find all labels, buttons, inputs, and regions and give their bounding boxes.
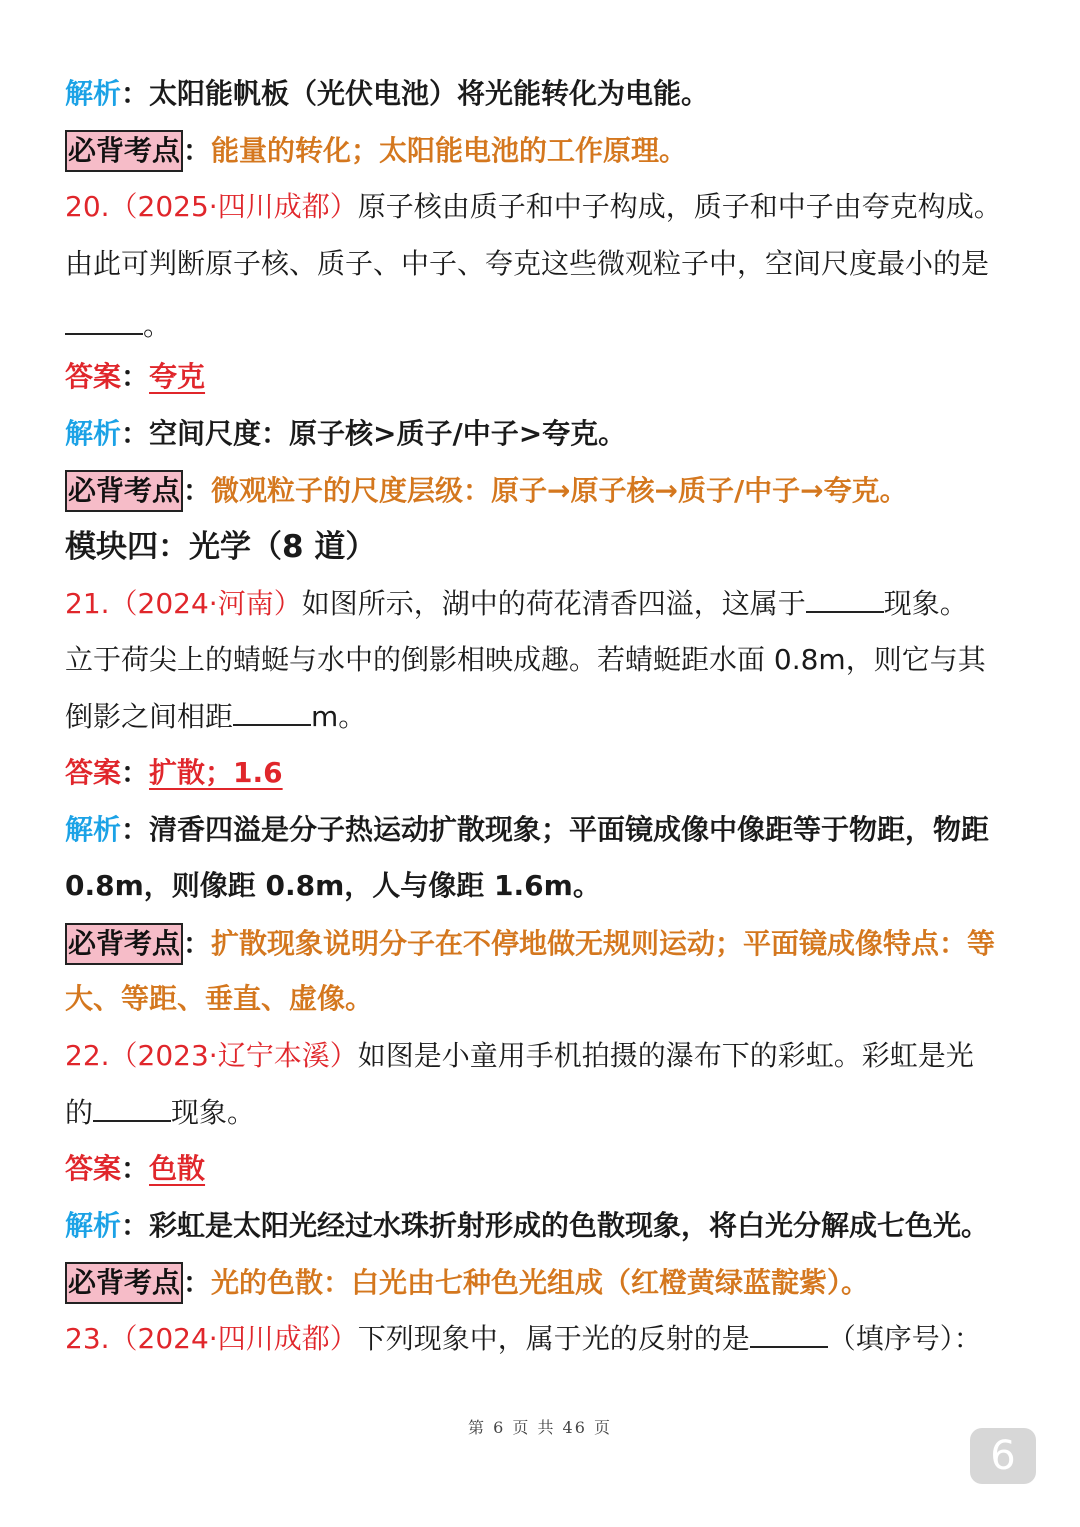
q20-kaodian-text: 微观粒子的尺度层级：原子→原子核→质子/中子→夸克。 (211, 474, 908, 507)
colon: ： (183, 134, 212, 167)
answer-blank (750, 1320, 828, 1348)
q20-stem-line1 (65, 187, 1002, 227)
q19-kaodian-text: 能量的转化；太阳能电池的工作原理。 (211, 134, 688, 167)
answer-blank (233, 698, 311, 726)
q21-number-source: 21.（2024·河南） (65, 587, 302, 620)
answer-blank (806, 585, 884, 613)
q20-number-source: 20.（2025·四川成都） (65, 190, 358, 223)
colon: ： (121, 77, 150, 110)
q20-stem-text2: 由此可判断原子核、质子、中子、夸克这些微观粒子中，空间尺度最小的是 (65, 247, 990, 280)
q23-stem-line (65, 1319, 982, 1359)
q21-stem-line3 (65, 697, 366, 737)
answer-blank (93, 1094, 171, 1122)
q20-analysis-line (65, 414, 626, 454)
q22-stem-text1: 如图是小童用手机拍摄的瀑布下的彩虹。彩虹是光 (357, 1039, 974, 1072)
q21-analysis-text2: 0.8m，则像距 0.8m，人与像距 1.6m。 (65, 869, 601, 902)
q20-stem-line2 (65, 244, 989, 284)
q19-analysis-line (65, 74, 709, 114)
colon: ： (183, 1266, 212, 1299)
q20-answer-line (65, 357, 205, 397)
colon: ： (121, 756, 150, 789)
q20-analysis-text: 空间尺度：原子核>质子/中子>夸克。 (149, 417, 627, 450)
q22-stem-text2a: 的 (65, 1096, 94, 1129)
q20-kaodian-line (65, 470, 908, 512)
q20-stem-line3 (65, 306, 171, 346)
q19-analysis-text: 太阳能帆板（光伏电池）将光能转化为电能。 (149, 77, 710, 110)
page-footer: 第 6 页 共 46 页 (468, 1418, 612, 1437)
answer-blank (65, 307, 143, 335)
q22-stem-line1 (65, 1036, 974, 1076)
q21-kaodian-text1: 扩散现象说明分子在不停地做无规则运动；平面镜成像特点：等 (211, 927, 996, 960)
q21-stem-text3b: m。 (311, 700, 367, 733)
kaodian-label: 必背考点 (65, 1262, 183, 1304)
q21-kaodian-text2: 大、等距、垂直、虚像。 (65, 982, 374, 1015)
analysis-label: 解析 (65, 1209, 122, 1242)
colon: ： (121, 1209, 150, 1242)
analysis-label: 解析 (65, 77, 122, 110)
q21-analysis-line2 (65, 866, 601, 906)
colon: ： (121, 1152, 150, 1185)
q21-answer-text: 扩散；1.6 (149, 756, 283, 789)
analysis-label: 解析 (65, 813, 122, 846)
q23-stem-text-a: 下列现象中，属于光的反射的是 (357, 1322, 750, 1355)
q22-number-source: 22.（2023·辽宁本溪） (65, 1039, 358, 1072)
analysis-label: 解析 (65, 417, 122, 450)
q20-stem-text1: 原子核由质子和中子构成，质子和中子由夸克构成。 (357, 190, 1002, 223)
answer-label: 答案 (65, 756, 122, 789)
q22-answer-line (65, 1149, 205, 1189)
colon: ： (121, 417, 150, 450)
q21-analysis-line1 (65, 810, 989, 850)
q20-answer-text: 夸克 (149, 360, 206, 393)
answer-label: 答案 (65, 1152, 122, 1185)
q21-answer-line (65, 753, 283, 793)
colon: ： (183, 927, 212, 960)
q22-answer-text: 色散 (149, 1152, 206, 1185)
kaodian-label: 必背考点 (65, 130, 183, 172)
kaodian-label: 必背考点 (65, 470, 183, 512)
colon: ： (121, 360, 150, 393)
q21-stem-text2: 立于荷尖上的蜻蜓与水中的倒影相映成趣。若蜻蜓距水面 0.8m，则它与其 (65, 643, 986, 676)
q21-stem-line1 (65, 584, 968, 624)
q21-stem-text3a: 倒影之间相距 (65, 700, 234, 733)
q23-stem-text-b: （填序号）： (827, 1322, 982, 1355)
colon: ： (183, 474, 212, 507)
q22-analysis-line (65, 1206, 989, 1246)
q21-kaodian-line1 (65, 923, 995, 965)
q22-kaodian-line (65, 1262, 869, 1304)
q22-stem-text2b: 现象。 (171, 1096, 256, 1129)
q22-stem-line2 (65, 1093, 255, 1133)
q22-analysis-text: 彩虹是太阳光经过水珠折射形成的色散现象，将白光分解成七色光。 (149, 1209, 990, 1242)
colon: ： (121, 813, 150, 846)
q23-number-source: 23.（2024·四川成都） (65, 1322, 358, 1355)
q21-stem-text1a: 如图所示，湖中的荷花清香四溢，这属于 (301, 587, 806, 620)
module-heading: 模块四：光学（8 道） (65, 529, 377, 565)
answer-label: 答案 (65, 360, 122, 393)
q19-kaodian-line (65, 130, 687, 172)
q21-kaodian-line2 (65, 979, 373, 1019)
q22-kaodian-text: 光的色散：白光由七种色光组成（红橙黄绿蓝靛紫）。 (211, 1266, 870, 1299)
q21-analysis-text1: 清香四溢是分子热运动扩散现象；平面镜成像中像距等于物距，物距 (149, 813, 990, 846)
q21-stem-text1b: 现象。 (883, 587, 968, 620)
page-number-badge: 6 (970, 1428, 1036, 1484)
kaodian-label: 必背考点 (65, 923, 183, 965)
q20-stem-end: 。 (143, 309, 172, 342)
q21-stem-line2 (65, 640, 986, 680)
